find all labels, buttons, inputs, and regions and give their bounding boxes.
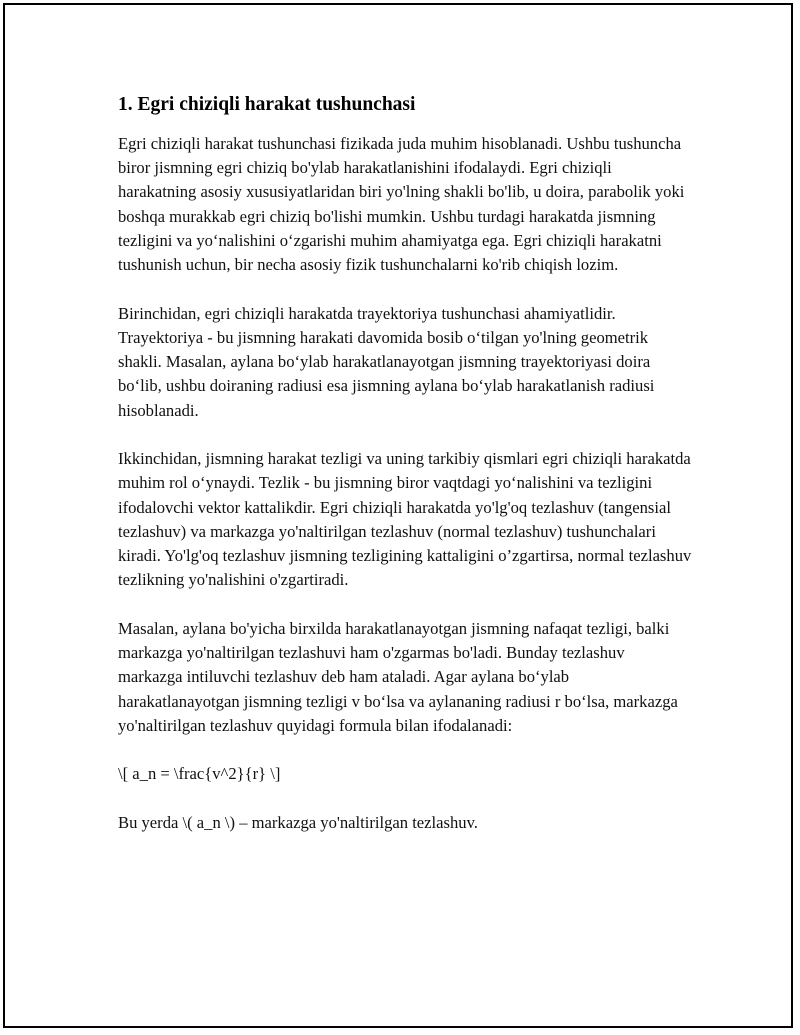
document-body	[118, 90, 693, 860]
paragraph-trajectory: Birinchidan, egri chiziqli harakatda trayektoriya tushunchasi ahamiyatlidir. Trayektoriya - bu jismning harakati davomida bosib o‘tilgan yo'lning geometrik shakli. Masalan, aylana bo‘ylab harakatlanayotgan jismning trayektoriyasi doira bo‘lib, ushbu doiraning radiusi esa jismning aylana bo‘ylab harakatlanish radiusi hisoblanadi.	[118, 303, 655, 420]
paragraph-intro: Egri chiziqli harakat tushunchasi fizikada juda muhim hisoblanadi. Ushbu tushuncha biror jismning egri chiziq bo'ylab harakatlanishini ifodalaydi. Egri chiziqli harakatning asosiy xususiyatlaridan biri yo'lning shakli bo'lib, u doira, parabolik yoki boshqa murakkab egri chiziq bo'lishi mumkin. Ushbu turdagi harakatda jismning tezligini va yo‘nalishini o‘zgarishi muhim ahamiyatga ega. Egri chiziqli harakatni tushunish uchun, bir necha asosiy fizik tushunchalarni ko'rib chiqish lozim.	[118, 134, 685, 275]
paragraph-velocity: Ikkinchidan, jismning harakat tezligi va uning tarkibiy qismlari egri chiziqli harakatda muhim rol o‘ynaydi. Tezlik - bu jismning biror vaqtdagi yo‘nalishini va tezligini ifodalovchi vektor kattalikdir. Egri chiziqli harakatda yo'lg'oq tezlashuv (tangensial tezlashuv) va markazga yo'naltirilgan tezlashuv (normal tezlashuv) tushunchalari kiradi. Yo'lg'oq tezlashuv jismning tezligining kattaligini o’zgartirsa, normal tezlashuv tezlikning yo'nalishini o'zgartiradi.	[118, 449, 692, 590]
formula-line: \[ a_n = \frac{v^2}{r} \]	[118, 764, 281, 784]
section-heading: 1. Egri chiziqli harakat tushunchasi	[118, 94, 416, 115]
paragraph-example: Masalan, aylana bo'yicha birxilda harakatlanayotgan jismning nafaqat tezligi, balki markazga yo'naltirilgan tezlashuvi ham o'zgarmas bo'ladi. Bunday tezlashuv markazga intiluvchi tezlashuv deb ham ataladi. Agar aylana bo‘ylab harakatlanayotgan jismning tezligi v bo‘lsa va aylananing radiusi r bo‘lsa, markazga yo'naltirilgan tezlashuv quyidagi formula bilan ifodalanadi:	[118, 618, 678, 735]
paragraph-closing: Bu yerda \( a_n \) – markazga yo'naltirilgan tezlashuv.	[118, 813, 478, 833]
